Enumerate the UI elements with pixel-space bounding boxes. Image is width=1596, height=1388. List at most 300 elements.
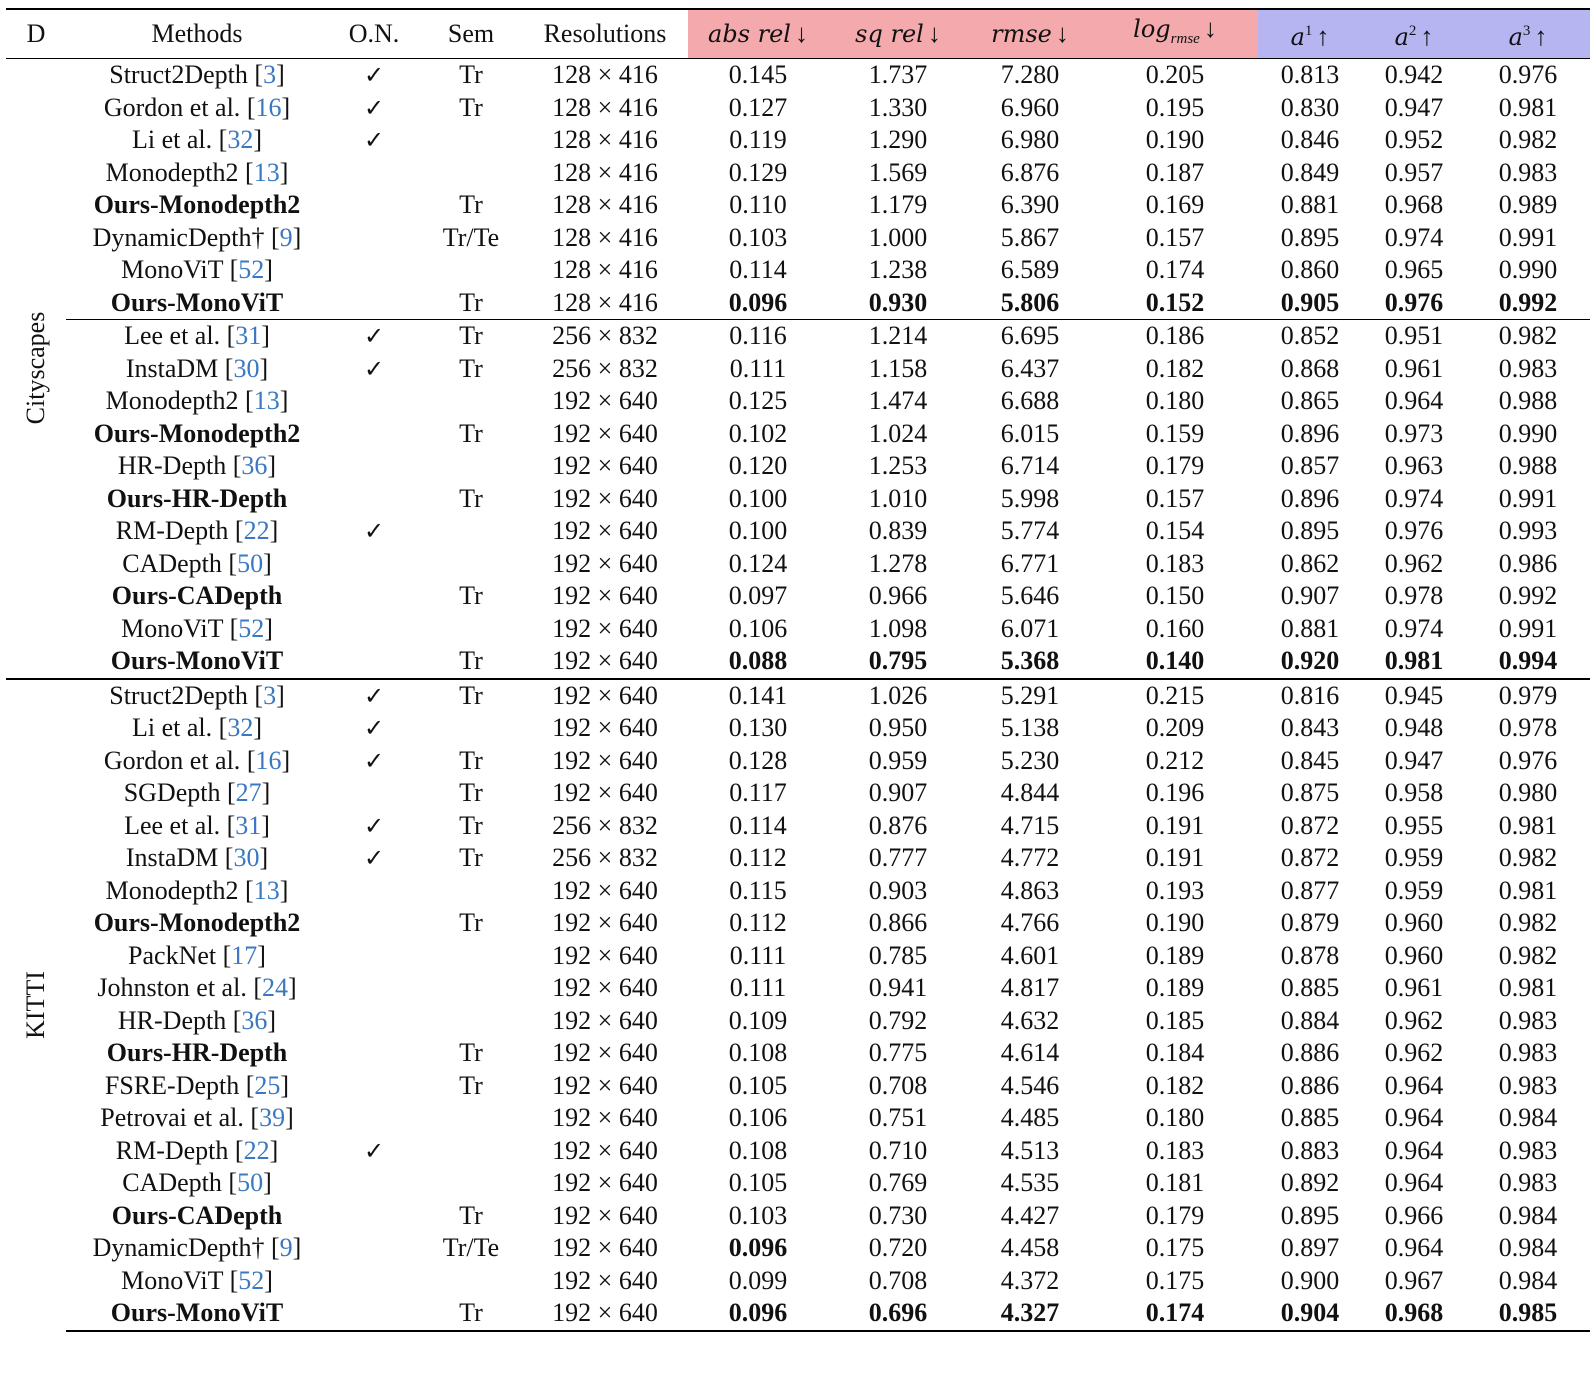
a3-cell: 0.981 xyxy=(1498,973,1558,1002)
method-name: Ours-MonoViT xyxy=(110,646,284,675)
a3-cell: 0.992 xyxy=(1498,287,1558,317)
log-rmse-cell: 0.181 xyxy=(1145,1168,1205,1197)
a2-cell: 0.951 xyxy=(1362,320,1466,353)
sq-rel-cell: 0.769 xyxy=(868,1168,928,1197)
a3-cell: 0.978 xyxy=(1498,713,1558,742)
a3-cell: 0.992 xyxy=(1498,581,1558,610)
citation-link[interactable]: 30 xyxy=(233,353,260,383)
abs-rel-cell: 0.125 xyxy=(728,386,788,415)
abs-rel-cell: 0.099 xyxy=(728,1265,788,1295)
a2-cell: 0.976 xyxy=(1384,516,1444,545)
method-name: Ours-HR-Depth xyxy=(106,1038,288,1067)
method-cell: RM-Depth [22] xyxy=(115,516,279,545)
a1-cell: 0.881 xyxy=(1280,190,1340,219)
a2-cell: 0.961 xyxy=(1384,353,1444,383)
log-rmse-cell: 0.180 xyxy=(1145,386,1205,415)
method-name: Lee et al. xyxy=(124,810,221,840)
a1-cell: 0.878 xyxy=(1280,940,1340,970)
table-row xyxy=(6,418,1590,451)
citation-link[interactable]: 32 xyxy=(227,125,254,154)
resolution-cell: 256 × 832 xyxy=(552,810,658,840)
citation-link[interactable]: 9 xyxy=(279,1233,293,1262)
on-cell xyxy=(328,1102,420,1135)
citation-link[interactable]: 13 xyxy=(253,157,280,187)
citation-link[interactable]: 36 xyxy=(241,451,268,480)
rmse-cell: 4.632 xyxy=(1000,1005,1060,1035)
abs-rel-cell: 0.111 xyxy=(729,973,787,1002)
a1-cell: 0.884 xyxy=(1280,1005,1340,1035)
rmse-cell: 6.876 xyxy=(1000,157,1060,187)
on-cell xyxy=(328,940,420,973)
abs-rel-cell: 0.112 xyxy=(729,843,787,872)
method-cell: Li et al. [32] xyxy=(132,125,262,154)
a1-cell: 0.872 xyxy=(1280,810,1340,840)
sem-cell: Tr xyxy=(459,92,483,122)
abs-rel-cell: 0.096 xyxy=(728,1233,788,1262)
sem-cell: Tr xyxy=(420,679,522,713)
abs-rel-cell: 0.130 xyxy=(728,713,788,742)
on-cell xyxy=(328,875,420,908)
method-cell: Gordon et al. [16] xyxy=(103,745,291,775)
sem-cell xyxy=(420,254,522,287)
sq-rel-cell: 1.737 xyxy=(868,60,928,89)
method-name: Ours-Monodepth2 xyxy=(93,190,301,219)
sem-cell xyxy=(420,1135,522,1168)
a2-cell: 0.978 xyxy=(1384,581,1444,610)
log-rmse-cell: 0.179 xyxy=(1145,1200,1205,1230)
rmse-cell: 4.863 xyxy=(1000,875,1060,905)
check-icon: ✓ xyxy=(328,679,420,713)
a2-cell: 0.973 xyxy=(1384,418,1444,448)
a1-cell: 0.897 xyxy=(1280,1233,1340,1262)
abs-rel-cell: 0.111 xyxy=(729,940,787,970)
method-name: Struct2Depth xyxy=(109,60,248,89)
rmse-cell: 5.806 xyxy=(1000,287,1060,317)
sq-rel-cell: 1.024 xyxy=(868,418,928,448)
abs-rel-cell: 0.145 xyxy=(728,60,788,89)
abs-rel-cell: 0.124 xyxy=(728,548,788,578)
a1-cell: 0.895 xyxy=(1280,516,1340,545)
table-row xyxy=(6,810,1590,843)
method-cell: Gordon et al. [16] xyxy=(103,92,291,122)
method-name: Ours-MonoViT xyxy=(110,287,284,317)
a3-cell: 0.979 xyxy=(1466,679,1590,713)
table-row xyxy=(6,59,1590,92)
check-icon: ✓ xyxy=(363,517,385,545)
col-a2: $a^2$ ↑ xyxy=(1362,9,1466,59)
method-name: Monodepth2 xyxy=(105,875,239,905)
rmse-cell: 6.015 xyxy=(1000,418,1060,448)
a2-cell: 0.961 xyxy=(1384,973,1444,1002)
check-icon: ✓ xyxy=(363,746,385,775)
sem-cell: Tr xyxy=(459,810,483,840)
method-cell xyxy=(66,1297,328,1331)
method-name: DynamicDepth† xyxy=(92,1233,265,1262)
method-name: Struct2Depth xyxy=(109,680,248,710)
method-cell: HR-Depth [36] xyxy=(117,1005,277,1035)
on-cell xyxy=(328,907,420,940)
sem-cell xyxy=(420,1005,522,1038)
sq-rel-cell: 0.785 xyxy=(868,940,928,970)
on-cell xyxy=(328,287,420,320)
col-d: D xyxy=(6,9,66,59)
a1-cell: 0.846 xyxy=(1280,125,1340,154)
method-cell xyxy=(66,907,328,940)
sem-cell: Tr xyxy=(459,60,483,89)
citation-link[interactable]: 52 xyxy=(238,255,265,284)
sem-cell xyxy=(420,972,522,1005)
abs-rel-cell: 0.108 xyxy=(728,1135,788,1165)
log-rmse-cell: 0.182 xyxy=(1145,353,1205,383)
sq-rel-cell: 1.010 xyxy=(868,483,928,513)
abs-rel-cell: 0.096 xyxy=(688,1297,828,1331)
method-cell: Monodepth2 [13] xyxy=(105,157,289,187)
sem-cell xyxy=(420,385,522,418)
log-rmse-cell: 0.186 xyxy=(1092,320,1258,353)
citation-link[interactable]: 36 xyxy=(241,1005,268,1035)
resolution-cell: 192 × 640 xyxy=(552,1200,658,1230)
method-cell xyxy=(66,580,328,613)
rmse-cell: 4.614 xyxy=(1000,1038,1060,1067)
resolution-cell: 192 × 640 xyxy=(552,548,658,578)
table-row xyxy=(6,1265,1590,1298)
a2-cell: 0.974 xyxy=(1384,613,1444,643)
abs-rel-cell: 0.128 xyxy=(728,745,788,775)
abs-rel-cell: 0.116 xyxy=(688,320,828,353)
abs-rel-cell: 0.108 xyxy=(728,1038,788,1067)
resolution-cell: 192 × 640 xyxy=(552,646,658,675)
method-cell xyxy=(66,483,328,516)
method-name: SGDepth xyxy=(123,778,221,807)
method-name: Gordon et al. xyxy=(103,92,241,122)
a3-cell: 0.989 xyxy=(1498,190,1558,219)
sq-rel-cell: 0.751 xyxy=(868,1103,928,1132)
resolution-cell: 192 × 640 xyxy=(552,713,658,742)
on-cell xyxy=(328,222,420,255)
abs-rel-cell: 0.102 xyxy=(728,418,788,448)
sq-rel-cell: 0.792 xyxy=(868,1005,928,1035)
sq-rel-cell: 1.238 xyxy=(868,255,928,284)
down-arrow-icon: ↓ xyxy=(927,19,941,48)
on-cell xyxy=(328,613,420,646)
citation-link[interactable]: 52 xyxy=(238,613,265,643)
rmse-cell: 5.998 xyxy=(1000,483,1060,513)
abs-rel-cell: 0.100 xyxy=(728,483,788,513)
a1-cell: 0.896 xyxy=(1280,418,1340,448)
abs-rel-cell: 0.105 xyxy=(728,1070,788,1100)
down-arrow-icon: ↓ xyxy=(794,19,808,48)
abs-rel-cell: 0.114 xyxy=(729,255,787,284)
log-rmse-cell: 0.154 xyxy=(1145,516,1205,545)
method-cell: FSRE-Depth [25] xyxy=(104,1070,290,1100)
sem-cell xyxy=(420,1102,522,1135)
method-name: Monodepth2 xyxy=(105,386,239,415)
rmse-cell: 5.774 xyxy=(1000,516,1060,545)
abs-rel-cell: 0.117 xyxy=(729,778,787,807)
a1-cell: 0.883 xyxy=(1280,1135,1340,1165)
method-name: Ours-HR-Depth xyxy=(106,483,288,513)
sem-cell xyxy=(420,940,522,973)
method-name: InstaDM xyxy=(125,353,219,383)
on-cell xyxy=(328,645,420,679)
method-name: RM-Depth xyxy=(115,1135,229,1165)
sq-rel-cell: 0.696 xyxy=(828,1297,968,1331)
check-icon: ✓ xyxy=(328,320,420,353)
rmse-cell: 6.714 xyxy=(1000,451,1060,480)
a1-cell: 0.900 xyxy=(1280,1265,1340,1295)
table-row xyxy=(6,745,1590,778)
abs-rel-cell: 0.141 xyxy=(688,679,828,713)
citation-link[interactable]: 50 xyxy=(237,548,264,578)
citation-link[interactable]: 24 xyxy=(262,973,288,1002)
log-rmse-cell: 0.157 xyxy=(1145,222,1205,252)
resolution-cell: 192 × 640 xyxy=(552,875,658,905)
a2-cell: 0.964 xyxy=(1384,1135,1444,1165)
check-icon: ✓ xyxy=(363,354,385,383)
up-arrow-icon: ↑ xyxy=(1534,22,1548,51)
table-row xyxy=(6,1297,1590,1331)
a3-cell: 0.980 xyxy=(1498,778,1558,807)
method-cell: MonoViT [52] xyxy=(121,255,273,284)
table-row xyxy=(6,580,1590,613)
rmse-cell: 6.390 xyxy=(1000,190,1060,219)
method-name: Monodepth2 xyxy=(105,157,239,187)
method-cell: InstaDM [30] xyxy=(125,843,269,872)
dataset-label xyxy=(6,679,66,1331)
log-rmse-cell: 0.180 xyxy=(1145,1103,1205,1132)
sq-rel-cell: 1.278 xyxy=(868,548,928,578)
sq-rel-cell: 1.214 xyxy=(828,320,968,353)
a3-cell: 0.990 xyxy=(1498,255,1558,284)
resolution-cell: 192 × 640 xyxy=(552,516,658,545)
method-name: MonoViT xyxy=(121,255,224,284)
table-header xyxy=(6,9,1590,59)
a2-cell: 0.974 xyxy=(1384,222,1444,252)
citation-link[interactable]: 22 xyxy=(243,1135,270,1165)
a3-cell: 0.983 xyxy=(1498,1070,1558,1100)
dataset-label xyxy=(6,59,66,679)
a1-cell: 0.885 xyxy=(1280,973,1340,1002)
a2-cell: 0.964 xyxy=(1384,1233,1444,1262)
resolution-cell: 192 × 640 xyxy=(552,581,658,610)
sem-cell xyxy=(420,515,522,548)
citation-link[interactable]: 9 xyxy=(279,222,293,252)
check-icon: ✓ xyxy=(363,844,385,872)
table-row xyxy=(6,613,1590,646)
citation-link[interactable]: 39 xyxy=(259,1103,286,1132)
a1-cell: 0.920 xyxy=(1280,646,1340,675)
sq-rel-cell: 0.903 xyxy=(868,875,928,905)
rmse-cell: 6.589 xyxy=(1000,255,1060,284)
rmse-cell: 6.437 xyxy=(1000,353,1060,383)
abs-rel-cell: 0.103 xyxy=(728,1200,788,1230)
log-rmse-cell: 0.187 xyxy=(1145,157,1205,187)
col-methods: Methods xyxy=(66,9,328,59)
sem-cell: Tr xyxy=(459,581,483,610)
resolution-cell: 192 × 640 xyxy=(552,745,658,775)
a1-cell: 0.862 xyxy=(1280,548,1340,578)
a2-cell: 0.947 xyxy=(1384,92,1444,122)
log-rmse-cell: 0.190 xyxy=(1145,908,1205,937)
citation-link[interactable]: 3 xyxy=(263,680,277,710)
method-cell: HR-Depth [36] xyxy=(117,451,277,480)
a3-cell: 0.985 xyxy=(1466,1297,1590,1331)
on-cell xyxy=(328,254,420,287)
abs-rel-cell: 0.096 xyxy=(728,287,788,317)
a3-cell: 0.991 xyxy=(1498,222,1558,252)
resolution-cell: 128 × 416 xyxy=(552,287,658,317)
rmse-cell: 5.368 xyxy=(1000,646,1060,675)
a3-cell: 0.983 xyxy=(1498,353,1558,383)
a1-cell: 0.904 xyxy=(1258,1297,1362,1331)
table-row xyxy=(6,1102,1590,1135)
on-cell xyxy=(328,580,420,613)
sem-cell: Tr/Te xyxy=(442,222,500,252)
table-row xyxy=(6,1135,1590,1168)
citation-link[interactable]: 13 xyxy=(253,386,280,415)
log-rmse-cell: 0.179 xyxy=(1145,451,1205,480)
sem-cell xyxy=(420,548,522,581)
a3-cell: 0.982 xyxy=(1498,125,1558,154)
method-cell: Monodepth2 [13] xyxy=(105,386,289,415)
resolution-cell: 128 × 416 xyxy=(552,222,658,252)
col-sq-rel: sq rel ↓ xyxy=(828,9,968,59)
sq-rel-cell: 0.708 xyxy=(868,1070,928,1100)
a3-cell: 0.976 xyxy=(1498,745,1558,775)
table-row xyxy=(6,287,1590,320)
rmse-cell: 4.817 xyxy=(1000,973,1060,1002)
citation-link[interactable]: 16 xyxy=(255,745,282,775)
a3-cell: 0.981 xyxy=(1498,875,1558,905)
method-name: Gordon et al. xyxy=(103,745,241,775)
resolution-cell: 128 × 416 xyxy=(552,60,658,89)
rmse-cell: 4.772 xyxy=(1000,843,1060,872)
citation-link[interactable]: 3 xyxy=(263,60,277,89)
method-name: DynamicDepth† xyxy=(92,222,265,252)
method-cell: SGDepth [27] xyxy=(123,778,271,807)
citation-link[interactable]: 31 xyxy=(235,810,262,840)
citation-link[interactable]: 16 xyxy=(255,92,282,122)
on-cell xyxy=(328,1167,420,1200)
check-icon: ✓ xyxy=(363,1136,385,1165)
citation-link[interactable]: 27 xyxy=(235,778,262,807)
sq-rel-cell: 0.950 xyxy=(868,713,928,742)
table-row xyxy=(6,222,1590,255)
citation-link[interactable]: 31 xyxy=(235,321,262,350)
method-name: HR-Depth xyxy=(117,1005,227,1035)
a2-cell: 0.952 xyxy=(1384,125,1444,154)
log-rmse-cell: 0.140 xyxy=(1145,646,1205,675)
citation-link[interactable]: 52 xyxy=(238,1265,265,1295)
sq-rel-cell: 1.569 xyxy=(868,157,928,187)
rmse-cell: 4.844 xyxy=(1000,778,1060,807)
a1-cell: 0.881 xyxy=(1280,613,1340,643)
table-row xyxy=(6,124,1590,157)
citation-link[interactable]: 22 xyxy=(243,516,270,545)
log-rmse-cell: 0.157 xyxy=(1145,483,1205,513)
check-icon: ✓ xyxy=(363,714,385,742)
table-row xyxy=(6,679,1590,713)
method-name: MonoViT xyxy=(121,1265,224,1295)
resolution-cell: 192 × 640 xyxy=(552,483,658,513)
check-icon: ✓ xyxy=(363,811,385,840)
citation-link[interactable]: 17 xyxy=(231,940,258,970)
a2-cell: 0.957 xyxy=(1384,157,1444,187)
a2-cell: 0.958 xyxy=(1384,778,1444,807)
up-arrow-icon: ↑ xyxy=(1316,22,1330,51)
resolution-cell: 192 × 640 xyxy=(552,1233,658,1262)
method-cell: Struct2Depth [3] xyxy=(66,679,328,713)
sem-cell xyxy=(420,875,522,908)
a2-cell: 0.960 xyxy=(1384,940,1444,970)
sem-cell: Tr xyxy=(459,745,483,775)
table-row xyxy=(6,189,1590,222)
sq-rel-cell: 0.775 xyxy=(868,1038,928,1067)
a3-cell: 0.983 xyxy=(1498,1135,1558,1165)
a2-cell: 0.964 xyxy=(1384,1070,1444,1100)
a1-cell: 0.868 xyxy=(1280,353,1340,383)
rmse-cell: 4.427 xyxy=(1000,1200,1060,1230)
a3-cell: 0.994 xyxy=(1498,646,1558,675)
log-rmse-cell: 0.205 xyxy=(1145,60,1205,89)
method-name: Ours-CADepth xyxy=(111,1200,283,1230)
citation-link[interactable]: 32 xyxy=(227,713,254,742)
resolution-cell: 192 × 640 xyxy=(552,973,658,1002)
citation-link[interactable]: 25 xyxy=(254,1070,281,1100)
sem-cell: Tr xyxy=(459,287,483,317)
table-row xyxy=(6,1232,1590,1265)
rmse-cell: 6.960 xyxy=(1000,92,1060,122)
table-row xyxy=(6,875,1590,908)
a1-cell: 0.905 xyxy=(1280,287,1340,317)
method-cell: Li et al. [32] xyxy=(132,713,262,742)
a2-cell: 0.962 xyxy=(1384,1038,1444,1067)
abs-rel-cell: 0.112 xyxy=(729,908,787,937)
a2-cell: 0.976 xyxy=(1384,287,1444,317)
a2-cell: 0.942 xyxy=(1384,60,1444,89)
a1-cell: 0.816 xyxy=(1258,679,1362,713)
resolution-cell: 192 × 640 xyxy=(552,1103,658,1132)
log-rmse-cell: 0.159 xyxy=(1145,418,1205,448)
method-cell: MonoViT [52] xyxy=(121,1265,273,1295)
rmse-cell: 4.546 xyxy=(1000,1070,1060,1100)
rmse-cell: 5.230 xyxy=(1000,745,1060,775)
rmse-cell: 4.715 xyxy=(1000,810,1060,840)
results-table xyxy=(6,8,1590,1332)
resolution-cell: 256 × 832 xyxy=(552,353,658,383)
citation-link[interactable]: 30 xyxy=(233,843,260,872)
a1-cell: 0.813 xyxy=(1280,60,1340,89)
log-rmse-cell: 0.174 xyxy=(1092,1297,1258,1331)
method-cell xyxy=(66,189,328,222)
citation-link[interactable]: 13 xyxy=(253,875,280,905)
resolution-cell: 128 × 416 xyxy=(552,255,658,284)
method-name: Li et al. xyxy=(132,125,213,154)
method-cell: Johnston et al. [24] xyxy=(97,973,297,1002)
up-arrow-icon: ↑ xyxy=(1420,22,1434,51)
a3-cell: 0.984 xyxy=(1498,1265,1558,1295)
rmse-cell: 7.280 xyxy=(1000,60,1060,89)
resolution-cell: 128 × 416 xyxy=(552,125,658,154)
resolution-cell: 192 × 640 xyxy=(552,1135,658,1165)
sq-rel-cell: 0.930 xyxy=(868,287,928,317)
sem-cell xyxy=(420,1167,522,1200)
col-on: O.N. xyxy=(328,9,420,59)
a2-cell: 0.959 xyxy=(1384,875,1444,905)
citation-link[interactable]: 50 xyxy=(237,1168,264,1197)
a2-cell: 0.960 xyxy=(1384,908,1444,937)
group-cityscapes xyxy=(6,59,1590,679)
